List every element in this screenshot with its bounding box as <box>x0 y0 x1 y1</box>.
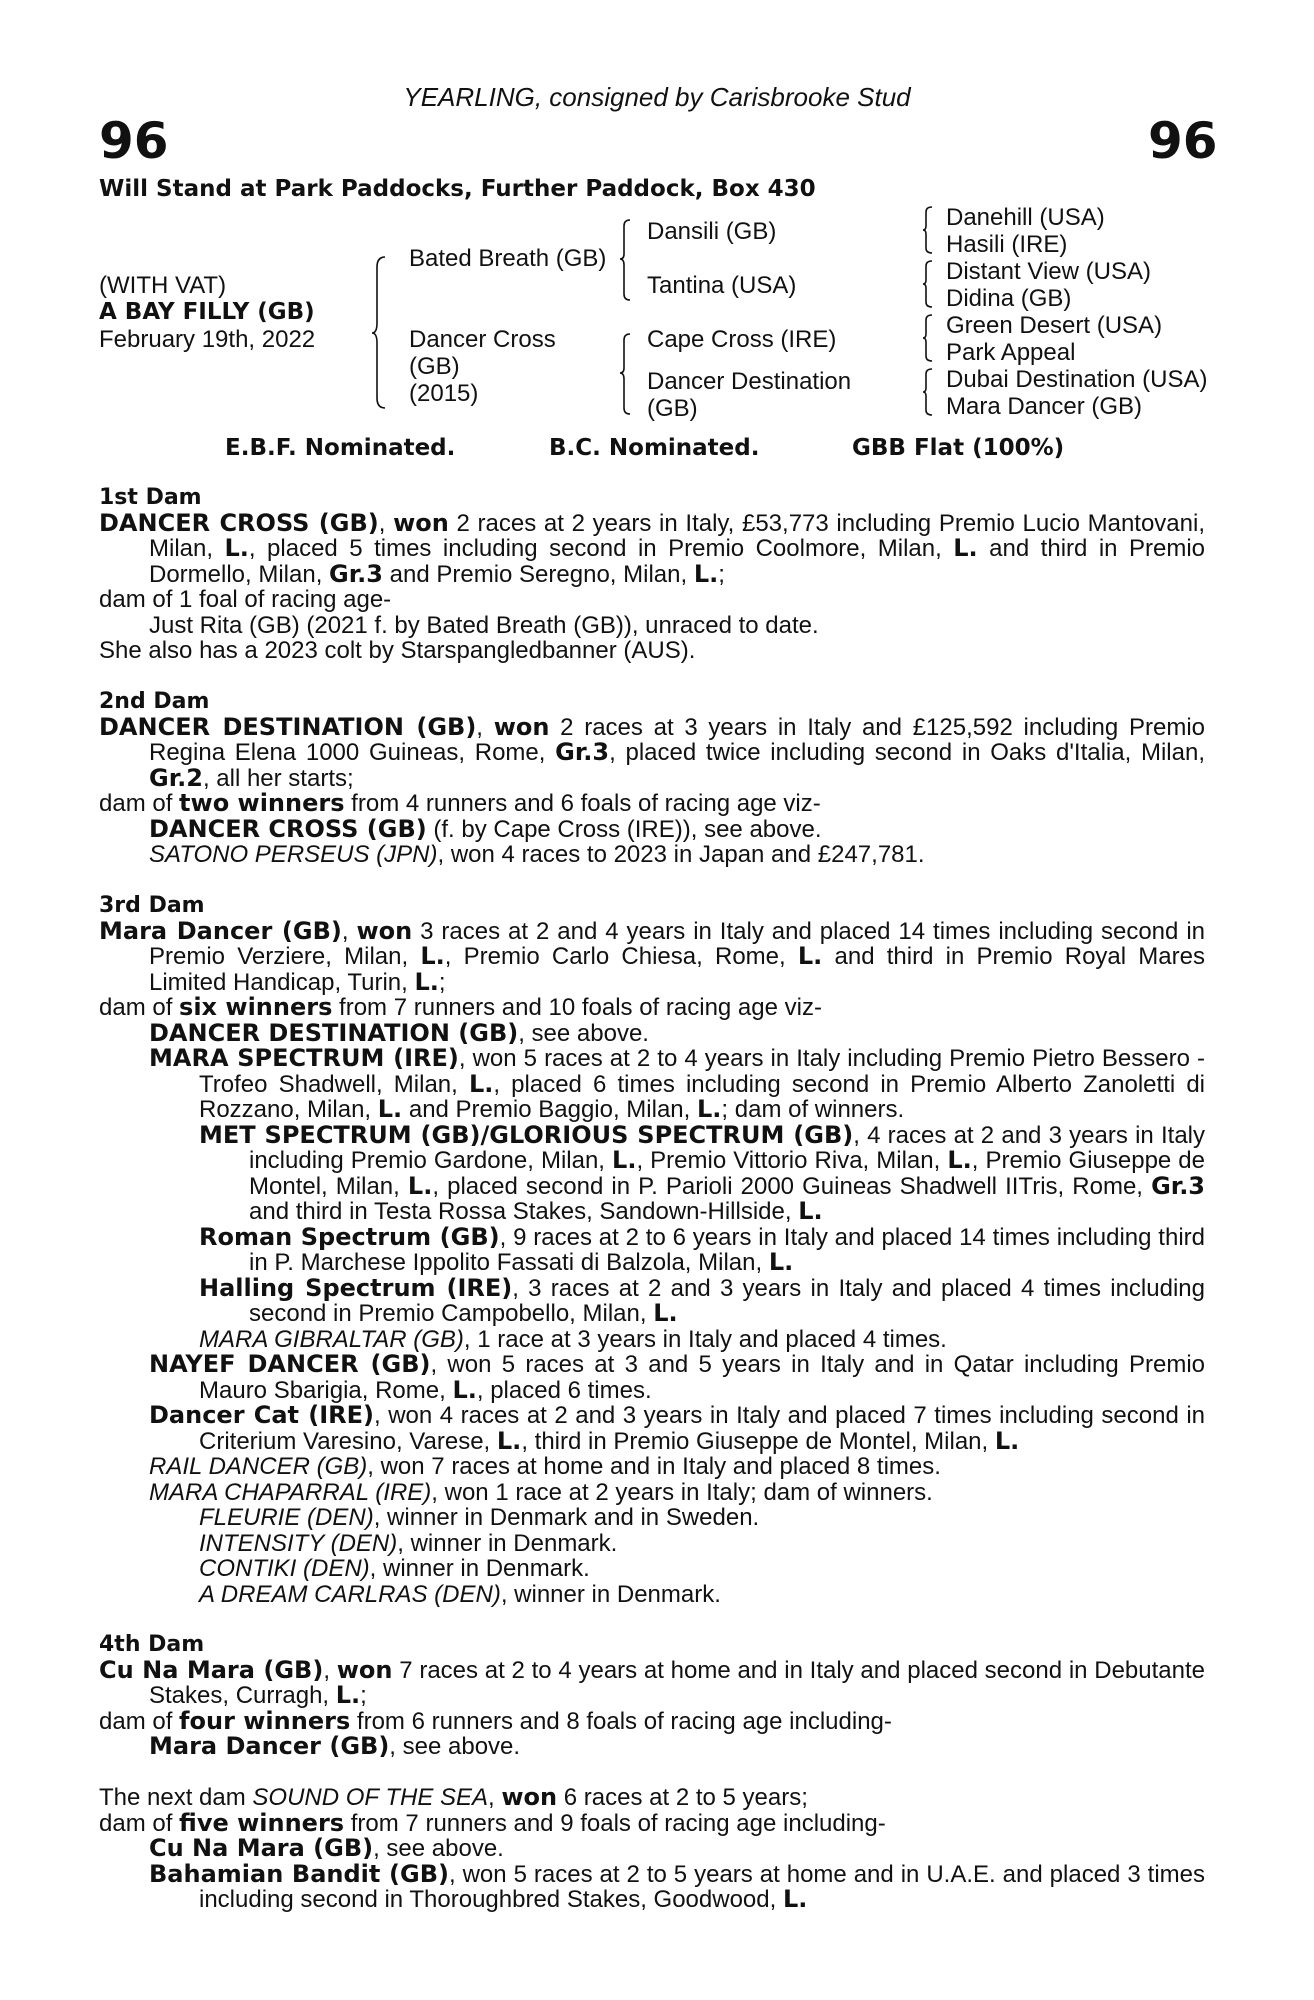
third-dam-section <box>99 893 1205 1607</box>
dam-dam-line2: (GB) <box>647 395 698 422</box>
gen3-bracket-1 <box>922 205 934 255</box>
fourth-dam-section <box>99 1632 1205 1760</box>
third-dam-grandoffspring-8: A DREAM CARLRAS (DEN), winner in Denmark. <box>199 1580 721 1608</box>
second-dam-offspring-2: SATONO PERSEUS (JPN), won 4 races to 2023 in Japan and £247,781. <box>149 841 925 868</box>
first-dam-section <box>99 485 1205 664</box>
gbb-flat: GBB Flat (100%) <box>852 435 1065 461</box>
first-dam-also: She also has a 2023 colt by Starspangledbanner (AUS). <box>99 637 696 664</box>
third-dam-grandoffspring-4: MARA GIBRALTAR (GB), 1 race at 3 years in Italy and placed 4 times. <box>199 1325 947 1353</box>
first-dam-record: DANCER CROSS (GB), won 2 races at 2 years in Italy, £53,773 including Premio Lucio Mantovani, Milan, L., placed 5 times including second in Premio Coolmore, Milan, L. and third in Premio Dormello, Milan, Gr.3 and Premio Seregno, Milan, L.; <box>99 508 1206 588</box>
ebf-nomination: E.B.F. Nominated. <box>225 435 456 461</box>
next-dam-record: The next dam SOUND OF THE SEA, won 6 races at 2 to 5 years; <box>99 1783 808 1811</box>
fourth-dam-offspring-1: Mara Dancer (GB), see above. <box>149 1732 521 1760</box>
sire-sire: Dansili (GB) <box>647 218 777 245</box>
sire-dam-dam: Didina (GB) <box>946 285 1072 312</box>
second-dam-section <box>99 689 1205 868</box>
next-dam-offspring-1: Cu Na Mara (GB), see above. <box>149 1834 504 1862</box>
next-dam-section <box>99 1785 1205 1913</box>
dam-sire: Cape Cross (IRE) <box>647 326 837 353</box>
dam-bracket <box>619 332 633 416</box>
sire-dam-sire: Distant View (USA) <box>946 258 1151 285</box>
second-dam-offspring-1: DANCER CROSS (GB) (f. by Cape Cross (IRE)), see above. <box>149 814 822 843</box>
bc-nomination: B.C. Nominated. <box>549 435 760 461</box>
gen3-bracket-4 <box>922 367 934 417</box>
subject-bracket <box>371 255 391 410</box>
third-dam-record: Mara Dancer (GB), won 3 races at 2 and 4 years in Italy and placed 14 times including second in Premio Verziere, Milan, L., Premio Carlo Chiesa, Rome, L. and third in Premio Royal Mares Limited Handicap, Turin, L.; <box>99 916 1205 996</box>
subject-name: A BAY FILLY (GB) <box>99 299 315 325</box>
third-dam-grandoffspring-3: Halling Spectrum (IRE), 3 races at 2 and 3 years in Italy and placed 4 times including second in Premio Campobello, Milan, L. <box>199 1273 1205 1327</box>
dam-sire-dam: Park Appeal <box>946 339 1076 366</box>
fourth-dam-heading: 4th Dam <box>99 1632 205 1657</box>
next-dam-offspring-2: Bahamian Bandit (GB), won 5 races at 2 to 5 years at home and in U.A.E. and placed 3 times including second in Thoroughbred Stakes, Goodwood, L. <box>149 1859 1205 1913</box>
gen3-bracket-3 <box>922 313 934 363</box>
second-dam-heading: 2nd Dam <box>99 689 210 714</box>
third-dam-offspring-5: RAIL DANCER (GB), won 7 races at home and in Italy and placed 8 times. <box>149 1453 941 1480</box>
second-dam-record: DANCER DESTINATION (GB), won 2 races at 3 years in Italy and £125,592 including Premio Regina Elena 1000 Guineas, Rome, Gr.3, placed twice including second in Oaks d'Italia, Milan, Gr.2, all her starts; <box>99 712 1206 792</box>
third-dam-grandoffspring-5: FLEURIE (DEN), winner in Denmark and in Sweden. <box>199 1504 760 1531</box>
third-dam-offspring-4: Dancer Cat (IRE), won 4 races at 2 and 3 years in Italy and placed 7 times including second in Criterium Varesino, Varese, L., third in Premio Giuseppe de Montel, Milan, L. <box>149 1401 1206 1455</box>
sire-sire-sire: Danehill (USA) <box>946 204 1105 231</box>
third-dam-grandoffspring-2: Roman Spectrum (GB), 9 races at 2 to 6 years in Italy and placed 14 times including third in P. Marchese Ippolito Fassati di Balzola, Milan, L. <box>199 1222 1205 1276</box>
first-dam-heading: 1st Dam <box>99 485 202 510</box>
dam-dam-line1: Dancer Destination <box>647 368 852 395</box>
sire-sire-dam: Hasili (IRE) <box>946 231 1068 258</box>
dam-line1: Dancer Cross <box>409 326 556 353</box>
foaling-date: February 19th, 2022 <box>99 326 316 353</box>
first-dam-produce-summary: dam of 1 foal of racing age- <box>99 586 392 613</box>
dam-dam-sire: Dubai Destination (USA) <box>946 366 1208 393</box>
third-dam-offspring-3: NAYEF DANCER (GB), won 5 races at 3 and 5 years in Italy and in Qatar including Premio Mauro Sbarigia, Rome, L., placed 6 times. <box>149 1350 1205 1404</box>
third-dam-grandoffspring-1: MET SPECTRUM (GB)/GLORIOUS SPECTRUM (GB), 4 races at 2 and 3 years in Italy including Premio Gardone, Milan, L., Premio Vittorio Riva, Milan, L., Premio Giuseppe de Montel, Milan, L., placed second in P. Parioli 2000 Guineas Shadwell IITris, Rome, Gr.3 and third in Testa Rossa Stakes, Sandown-Hillside, L. <box>199 1120 1206 1225</box>
third-dam-produce-summary: dam of six winners from 7 runners and 10 foals of racing age viz- <box>99 993 822 1021</box>
third-dam-offspring-6: MARA CHAPARRAL (IRE), won 1 race at 2 years in Italy; dam of winners. <box>149 1478 933 1506</box>
fourth-dam-record: Cu Na Mara (GB), won 7 races at 2 to 4 years at home and in Italy and placed second in Debutante Stakes, Curragh, L.; <box>99 1655 1205 1709</box>
sire-bracket <box>619 218 633 302</box>
third-dam-grandoffspring-6: INTENSITY (DEN), winner in Denmark. <box>199 1529 618 1557</box>
sire-dam: Tantina (USA) <box>647 272 797 299</box>
third-dam-offspring-2: MARA SPECTRUM (IRE), won 5 races at 2 to 4 years in Italy including Premio Pietro Bessero - Trofeo Shadwell, Milan, L., placed 6 times including second in Premio Alberto Zanoletti di Rozzano, Milan, L. and Premio Baggio, Milan, L.; dam of winners. <box>149 1044 1206 1123</box>
dam-dam-dam: Mara Dancer (GB) <box>946 393 1143 420</box>
third-dam-offspring-1: DANCER DESTINATION (GB), see above. <box>149 1018 649 1047</box>
sire: Bated Breath (GB) <box>409 245 607 272</box>
dam-line3: (2015) <box>409 380 479 407</box>
next-dam-produce-summary: dam of five winners from 7 runners and 9 foals of racing age including- <box>99 1808 886 1837</box>
second-dam-produce-summary: dam of two winners from 4 runners and 6 foals of racing age viz- <box>99 789 821 817</box>
third-dam-heading: 3rd Dam <box>99 893 205 918</box>
fourth-dam-produce-summary: dam of four winners from 6 runners and 8 foals of racing age including- <box>99 1706 892 1735</box>
stand-location: Will Stand at Park Paddocks, Further Paddock, Box 430 <box>99 176 816 202</box>
third-dam-grandoffspring-7: CONTIKI (DEN), winner in Denmark. <box>199 1555 590 1582</box>
consignment-header: YEARLING, consigned by Carisbrooke Stud <box>403 82 911 112</box>
first-dam-foal: Just Rita (GB) (2021 f. by Bated Breath (GB)), unraced to date. <box>149 611 819 639</box>
gen3-bracket-2 <box>922 259 934 309</box>
dam-line2: (GB) <box>409 353 460 380</box>
lot-number-right: 96 <box>1148 112 1218 170</box>
dam-sire-sire: Green Desert (USA) <box>946 312 1163 339</box>
lot-number-left: 96 <box>99 112 169 170</box>
vat-note: (WITH VAT) <box>99 272 227 299</box>
